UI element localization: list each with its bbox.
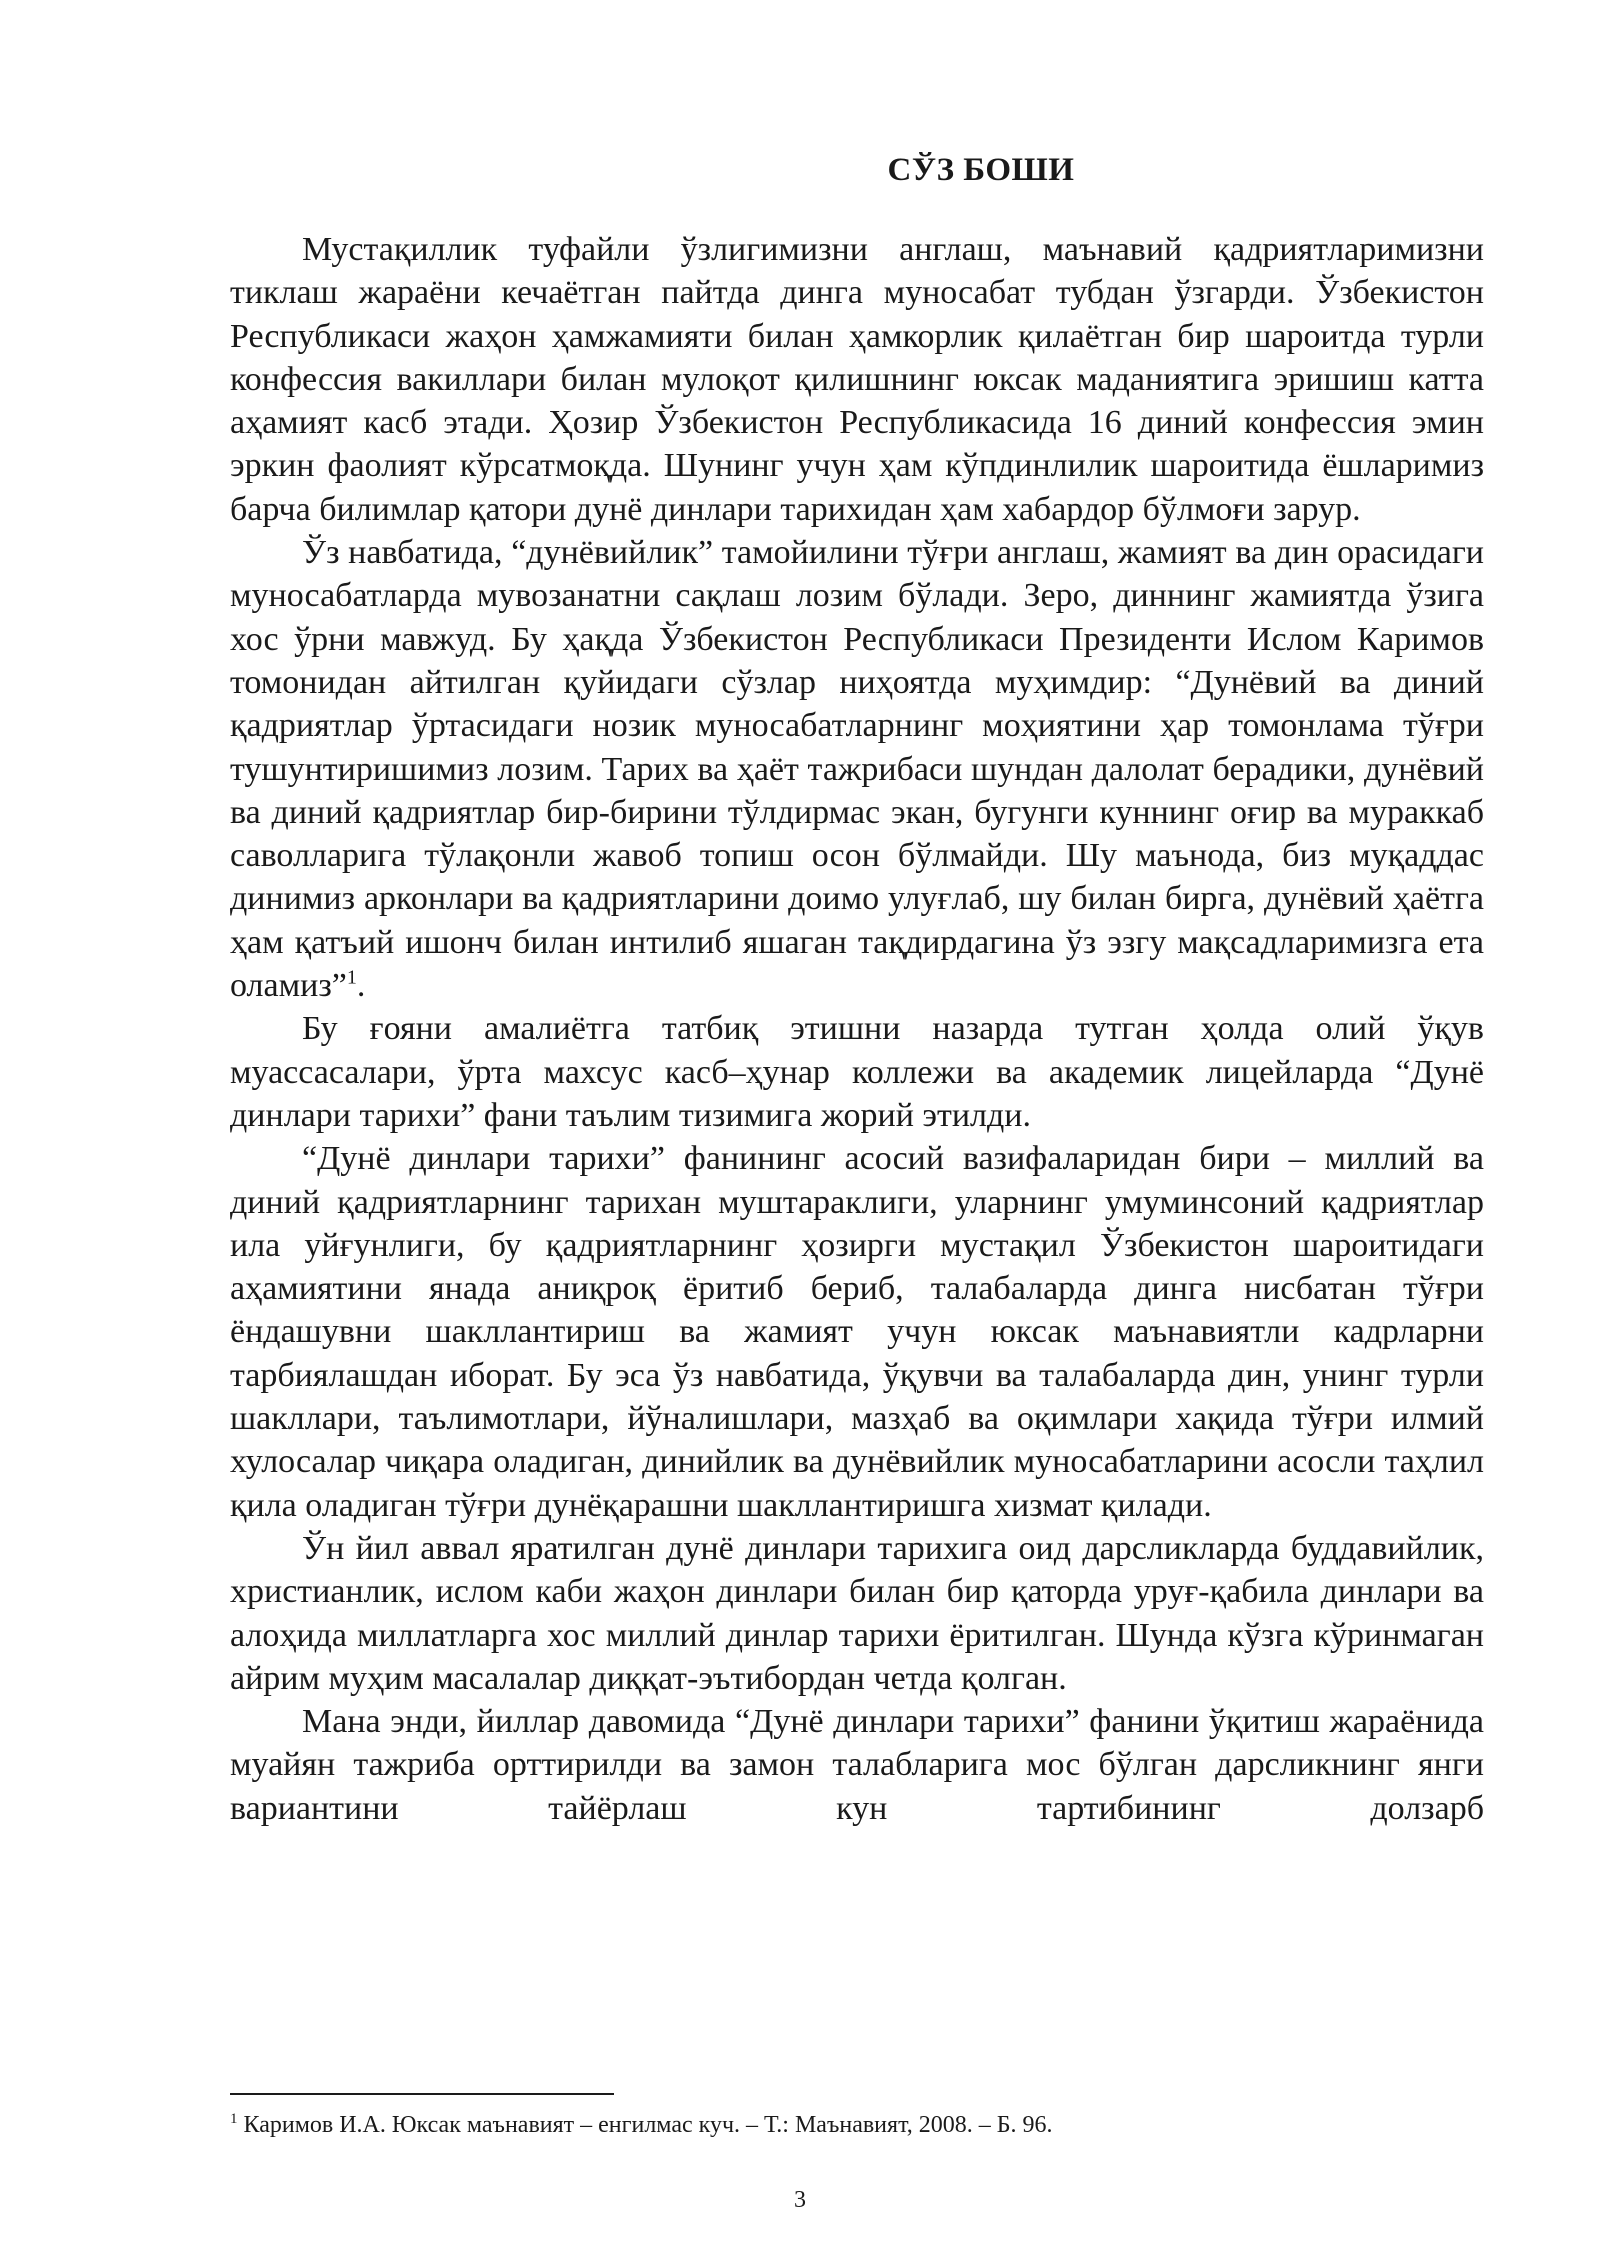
paragraph-2 (230, 531, 1484, 1007)
paragraph-6 (230, 1700, 1484, 1830)
paragraph-4-text: “Дунё динлари тарихи” фанининг асосий вазифаларидан бири – миллий ва диний қадриятларнинг тарихан муштараклиги, уларнинг умуминсоний қадриятлар ила уйғунлиги, бу қадриятларнинг ҳозирги мустақил Ўзбекистон шароитидаги аҳамиятини янада аниқроқ ёритиб бериб, талабаларда динга нисбатан тўғри ёндашувни шакллантириш ва жамият учун юксак маънавиятли кадрларни тарбиялашдан иборат. Бу эса ўз навбатида, ўқувчи ва талабаларда дин, унинг турли шакллари, таълимотлари, йўналишлари, мазҳаб ва оқимлари хақида тўғри илмий хулосалар чиқара оладиган, динийлик ва дунёвийлик муносабатларини асосли таҳлил қила оладиган тўғри дунёқарашни шакллантиришга хизмат қилади. (230, 1140, 1484, 1524)
page-title: СЎЗ БОШИ (887, 152, 1075, 188)
body-text (230, 228, 1484, 1830)
paragraph-3 (230, 1007, 1484, 1137)
paragraph-4 (230, 1137, 1484, 1527)
paragraph-6-text: Мана энди, йиллар давомида “Дунё динлари тарихи” фанини ўқитиш жараёнида муайян тажриба орттирилди ва замон талабларига мос бўлган дарсликнинг янги вариантини тайёрлаш кун тартибининг долзарб (230, 1703, 1484, 1827)
page-number: 3 (794, 2187, 806, 2213)
paragraph-2-text: Ўз навбатида, “дунёвийлик” тамойилини тўғри англаш, жамият ва дин орасидаги муносабатларда мувозанатни сақлаш лозим бўлади. Зеро, диннинг жамиятда ўзига хос ўрни мавжуд. Бу ҳақда Ўзбекистон Республикаси Президенти Ислом Каримов томонидан айтилган қуйидаги сўзлар ниҳоятда муҳимдир: “Дунёвий ва диний қадриятлар ўртасидаги нозик муносабатларнинг моҳиятини ҳар томонлама тўғри тушунтиришимиз лозим. Тарих ва ҳаёт тажрибаси шундан далолат берадики, дунёвий ва диний қадриятлар бир-бирини тўлдирмас экан, бугунги куннинг оғир ва мураккаб саволларига тўлақонли жавоб топиш осон бўлмайди. Шу маънода, биз муқаддас динимиз арконлари ва қадриятларини доимо улуғлаб, шу билан бирга, дунёвий ҳаётга ҳам қатъий ишонч билан интилиб яшаган тақдирдагина ўз эзгу мақсадларимизга ета оламиз” (230, 534, 1484, 1005)
footnote (230, 2110, 1484, 2140)
footnote-marker: 1 (230, 2111, 238, 2127)
footnote-reference[interactable]: 1 (346, 966, 357, 989)
document-page (230, 150, 1484, 1830)
paragraph-5-text: Ўн йил аввал яратилган дунё динлари тарихига оид дарсликларда буддавийлик, христианлик, ислом каби жаҳон динлари билан бир қаторда уруғ-қабила динлари ва алоҳида миллатларга хос миллий динлар тарихи ёритилган. Шунда кўзга кўринмаган айрим муҳим масалалар диққат-эътибордан четда қолган. (230, 1529, 1484, 1697)
footnote-separator (230, 2093, 614, 2095)
paragraph-1-text: Мустақиллик туфайли ўзлигимизни англаш, маънавий қадриятларимизни тиклаш жараёни кечаётган пайтда динга муносабат тубдан ўзгарди. Ўзбекистон Республикаси жаҳон ҳамжамияти билан ҳамкорлик қилаётган бир шароитда турли конфессия вакиллари билан мулоқот қилишнинг юксак маданиятига эришиш катта аҳамият касб этади. Ҳозир Ўзбекистон Республикасида 16 диний конфессия эмин эркин фаолият кўрсатмоқда. Шунинг учун ҳам кўпдинлилик шароитида ёшларимиз барча билимлар қатори дунё динлари тарихидан ҳам хабардор бўлмоғи зарур. (230, 231, 1484, 528)
paragraph-2-end: . (356, 967, 366, 1005)
paragraph-5 (230, 1527, 1484, 1700)
paragraph-1 (230, 228, 1484, 531)
paragraph-3-text: Бу ғояни амалиётга татбиқ этишни назарда тутган ҳолда олий ўқув муассасалари, ўрта махсус касб–ҳунар коллежи ва академик лицейларда “Дунё динлари тарихи” фани таълим тизимига жорий этилди. (230, 1010, 1484, 1134)
footnote-text: Каримов И.А. Юксак маънавият – енгилмас куч. – Т.: Маънавият, 2008. – Б. 96. (243, 2112, 1053, 2138)
